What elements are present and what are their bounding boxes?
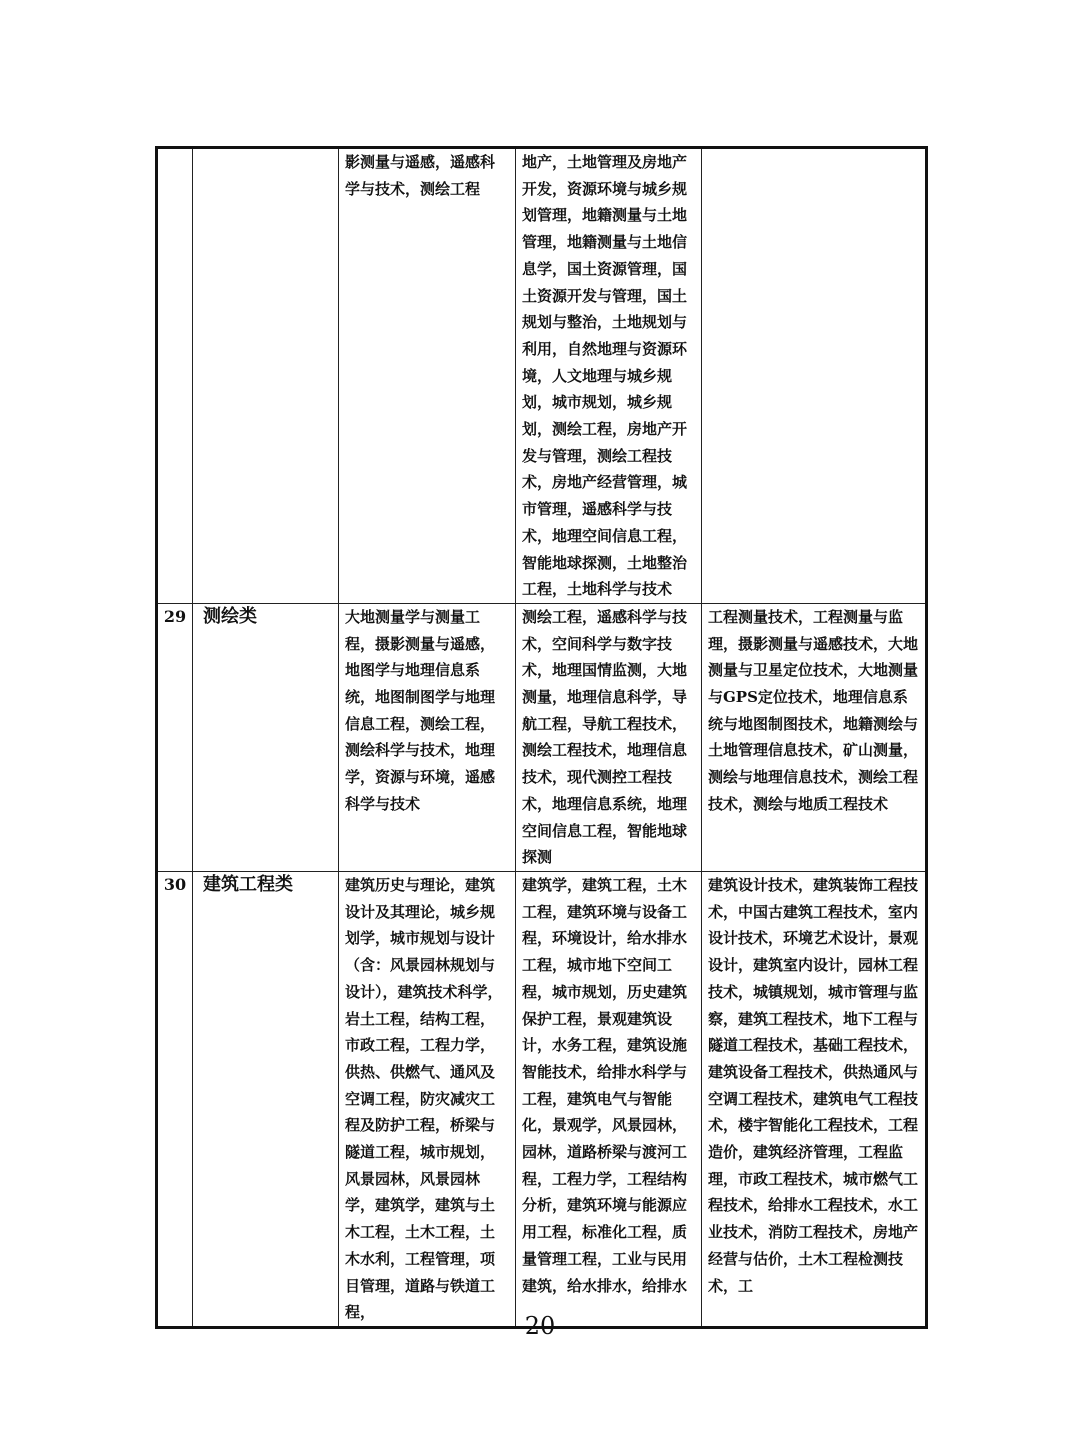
undergraduate-majors: 地产，土地管理及房地产开发，资源环境与城乡规划管理，地籍测量与土地管理，地籍测量与土地信息学，国土资源管理，国土资源开发与管理，国土规划与整治，土地规划与利用，自然地理与资源环境，人文地理与城乡规划，城市规划，城乡规划，测绘工程，房地产开发与管理，测绘工程技术，房地产经营管理，城市管理，遥感科学与技术，地理空间信息工程，智能地球探测，土地整治工程，土地科学与技术 xyxy=(516,148,702,604)
major-catalog-table xyxy=(155,146,928,1329)
category-name xyxy=(193,148,339,604)
vocational-majors xyxy=(702,148,927,604)
postgraduate-majors: 大地测量学与测量工程，摄影测量与遥感，地图学与地理信息系统，地图制图学与地理信息工程，测绘工程，测绘科学与技术，地理学，资源与环境，遥感科学与技术 xyxy=(339,603,516,871)
table-row xyxy=(157,603,927,871)
row-number xyxy=(157,148,193,604)
table-row xyxy=(157,871,927,1327)
page-number: — 20 — xyxy=(493,1312,587,1340)
row-number: 29 xyxy=(157,603,193,871)
undergraduate-majors: 建筑学，建筑工程，土木工程，建筑环境与设备工程，环境设计，给水排水工程，城市地下空间工程，城市规划，历史建筑保护工程，景观建筑设计，水务工程，建筑设施智能技术，给排水科学与工程，建筑电气与智能化，景观学，风景园林，园林，道路桥梁与渡河工程，工程力学，工程结构分析，建筑环境与能源应用工程，标准化工程，质量管理工程，工业与民用建筑，给水排水，给排水 xyxy=(516,871,702,1327)
row-number: 30 xyxy=(157,871,193,1327)
postgraduate-majors: 影测量与遥感，遥感科学与技术，测绘工程 xyxy=(339,148,516,604)
category-name: 建筑工程类 xyxy=(193,871,339,1327)
vocational-majors: 工程测量技术，工程测量与监理，摄影测量与遥感技术，大地测量与卫星定位技术，大地测量与GPS定位技术，地理信息系统与地图制图技术，地籍测绘与土地管理信息技术，矿山测量，测绘与地理信息技术，测绘工程技术，测绘与地质工程技术 xyxy=(702,603,927,871)
vocational-majors: 建筑设计技术，建筑装饰工程技术，中国古建筑工程技术，室内设计技术，环境艺术设计，景观设计，建筑室内设计，园林工程技术，城镇规划，城市管理与监察，建筑工程技术，地下工程与隧道工程技术，基础工程技术，建筑设备工程技术，供热通风与空调工程技术，建筑电气工程技术，楼宇智能化工程技术，工程造价，建筑经济管理，工程监理，市政工程技术，城市燃气工程技术，给排水工程技术，水工业技术，消防工程技术，房地产经营与估价，土木工程检测技术，工 xyxy=(702,871,927,1327)
table-row xyxy=(157,148,927,604)
undergraduate-majors: 测绘工程，遥感科学与技术，空间科学与数字技术，地理国情监测，大地测量，地理信息科学，导航工程，导航工程技术，测绘工程技术，地理信息技术，现代测控工程技术，地理信息系统，地理空间信息工程，智能地球探测 xyxy=(516,603,702,871)
postgraduate-majors: 建筑历史与理论，建筑设计及其理论，城乡规划学，城市规划与设计（含：风景园林规划与设计），建筑技术科学，岩土工程，结构工程，市政工程，工程力学，供热、供燃气、通风及空调工程，防灾减灾工程及防护工程，桥梁与隧道工程，城市规划，风景园林，风景园林学，建筑学，建筑与土木工程，土木工程，土木水利，工程管理，项目管理，道路与铁道工程， xyxy=(339,871,516,1327)
category-name: 测绘类 xyxy=(193,603,339,871)
